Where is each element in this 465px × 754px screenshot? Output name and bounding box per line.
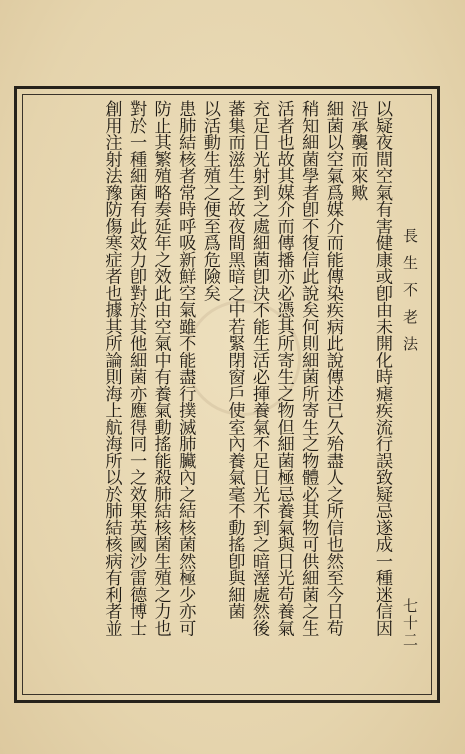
text-column: 活者也故其媒介而傳播亦必憑其所寄生之物但細菌極忌養氣與日光苟養氣 [273, 100, 294, 636]
running-head-title: 長生不老法 [401, 228, 419, 363]
text-column: 防止其繁殖略奏延年之效此由空氣中有養氣動搖能殺肺結核菌生殖之力也 [150, 100, 171, 636]
text-column: 以活動生殖之便至爲危險矣 [199, 100, 220, 301]
text-column: 患肺結核者常時呼吸新鮮空氣雖不能盡行撲滅肺臟內之結核菌然極少亦可 [175, 100, 196, 636]
text-column: 對於一種細菌有此效力卽對於其他細菌亦應得同一之效果英國沙雷德博士 [126, 100, 147, 636]
text-column: 沿承襲而來歟 [347, 100, 368, 201]
text-column: 充足日光射到之處細菌卽決不能生活必揮養氣不足日光不到之暗溼處然後 [249, 100, 270, 636]
text-column: 創用注射法豫防傷寒症者也據其所論則海上航海所以於肺結核病有利者並 [101, 100, 122, 636]
text-column: 細菌以空氣爲媒介而能傳染疾病此說傳述已久殆盡人之所信也然至今日苟 [322, 100, 343, 636]
text-column: 稍知細菌學者卽不復信此說矣何則細菌所寄生之物體必其物可供細菌之生 [298, 100, 319, 636]
page-number: 七十二 [401, 598, 419, 649]
text-column: 蕃集而滋生之故夜間黑暗之中若緊閉窗戶使室內養氣毫不動搖卽與細菌 [224, 100, 245, 620]
text-column: 以疑夜間空氣有害健康或卽由未開化時瘧疾流行誤致疑忌遂成一種迷信因 [372, 100, 392, 636]
body-text [32, 100, 394, 690]
